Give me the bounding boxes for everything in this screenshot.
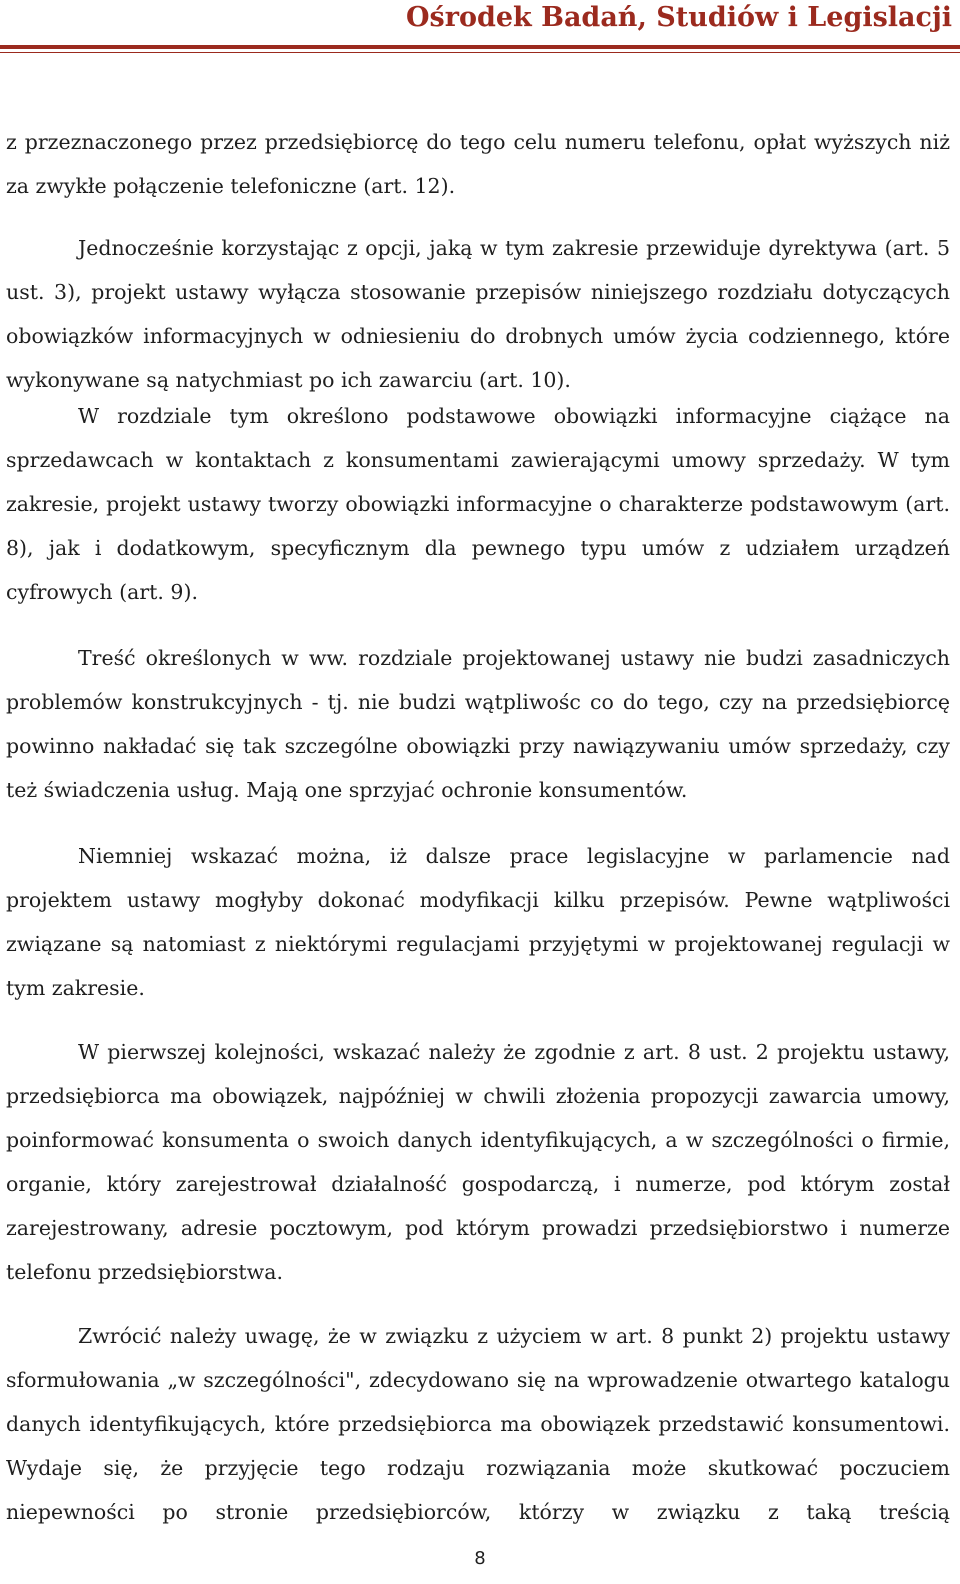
- paragraph-4: Treść określonych w ww. rozdziale projektowanej ustawy nie budzi zasadniczych problemów konstrukcyjnych - tj. nie budzi wątpliwośc co do tego, czy na przedsiębiorcę powinno nakładać się tak szczególne obowiązki przy nawiązywaniu umów sprzedaży, czy też świadczenia usług. Mają one sprzyjać ochronie konsumentów.: [6, 646, 950, 802]
- header-rule-thick: [0, 45, 960, 49]
- paragraph-3: W rozdziale tym określono podstawowe obowiązki informacyjne ciążące na sprzedawcach w kontaktach z konsumentami zawierającymi umowy sprzedaży. W tym zakresie, projekt ustawy tworzy obowiązki informacyjne o charakterze podstawowym (art. 8), jak i dodatkowym, specyficznym dla pewnego typu umów z udziałem urządzeń cyfrowych (art. 9).: [6, 404, 950, 604]
- paragraph-1: z przeznaczonego przez przedsiębiorcę do tego celu numeru telefonu, opłat wyższych niż za zwykłe połączenie telefoniczne (art. 12).: [6, 130, 950, 198]
- page-number: 8: [474, 1548, 486, 1569]
- paragraph-7: Zwrócić należy uwagę, że w związku z użyciem w art. 8 punkt 2) projektu ustawy sformułowania „w szczególności", zdecydowano się na wprowadzenie otwartego katalogu danych identyfikujących, które przedsiębiorca ma obowiązek przedstawić konsumentowi. Wydaje się, że przyjęcie tego rodzaju rozwiązania może skutkować poczuciem niepewności po stronie przedsiębiorców, którzy w związku z taką treścią: [6, 1324, 950, 1524]
- document-header-title: Ośrodek Badań, Studiów i Legislacji: [406, 2, 952, 33]
- header-rule-thin: [0, 52, 960, 53]
- paragraph-6: W pierwszej kolejności, wskazać należy że zgodnie z art. 8 ust. 2 projektu ustawy, przedsiębiorca ma obowiązek, najpóźniej w chwili złożenia propozycji zawarcia umowy, poinformować konsumenta o swoich danych identyfikujących, a w szczególności o firmie, organie, który zarejestrował działalność gospodarczą, i numerze, pod którym został zarejestrowany, adresie pocztowym, pod którym prowadzi przedsiębiorstwo i numerze telefonu przedsiębiorstwa.: [6, 1040, 950, 1284]
- paragraph-2: Jednocześnie korzystając z opcji, jaką w tym zakresie przewiduje dyrektywa (art. 5 ust. 3), projekt ustawy wyłącza stosowanie przepisów niniejszego rozdziału dotyczących obowiązków informacyjnych w odniesieniu do drobnych umów życia codziennego, które wykonywane są natychmiast po ich zawarciu (art. 10).: [6, 236, 950, 392]
- paragraph-5: Niemniej wskazać można, iż dalsze prace legislacyjne w parlamencie nad projektem ustawy mogłyby dokonać modyfikacji kilku przepisów. Pewne wątpliwości związane są natomiast z niektórymi regulacjami przyjętymi w projektowanej regulacji w tym zakresie.: [6, 844, 950, 1000]
